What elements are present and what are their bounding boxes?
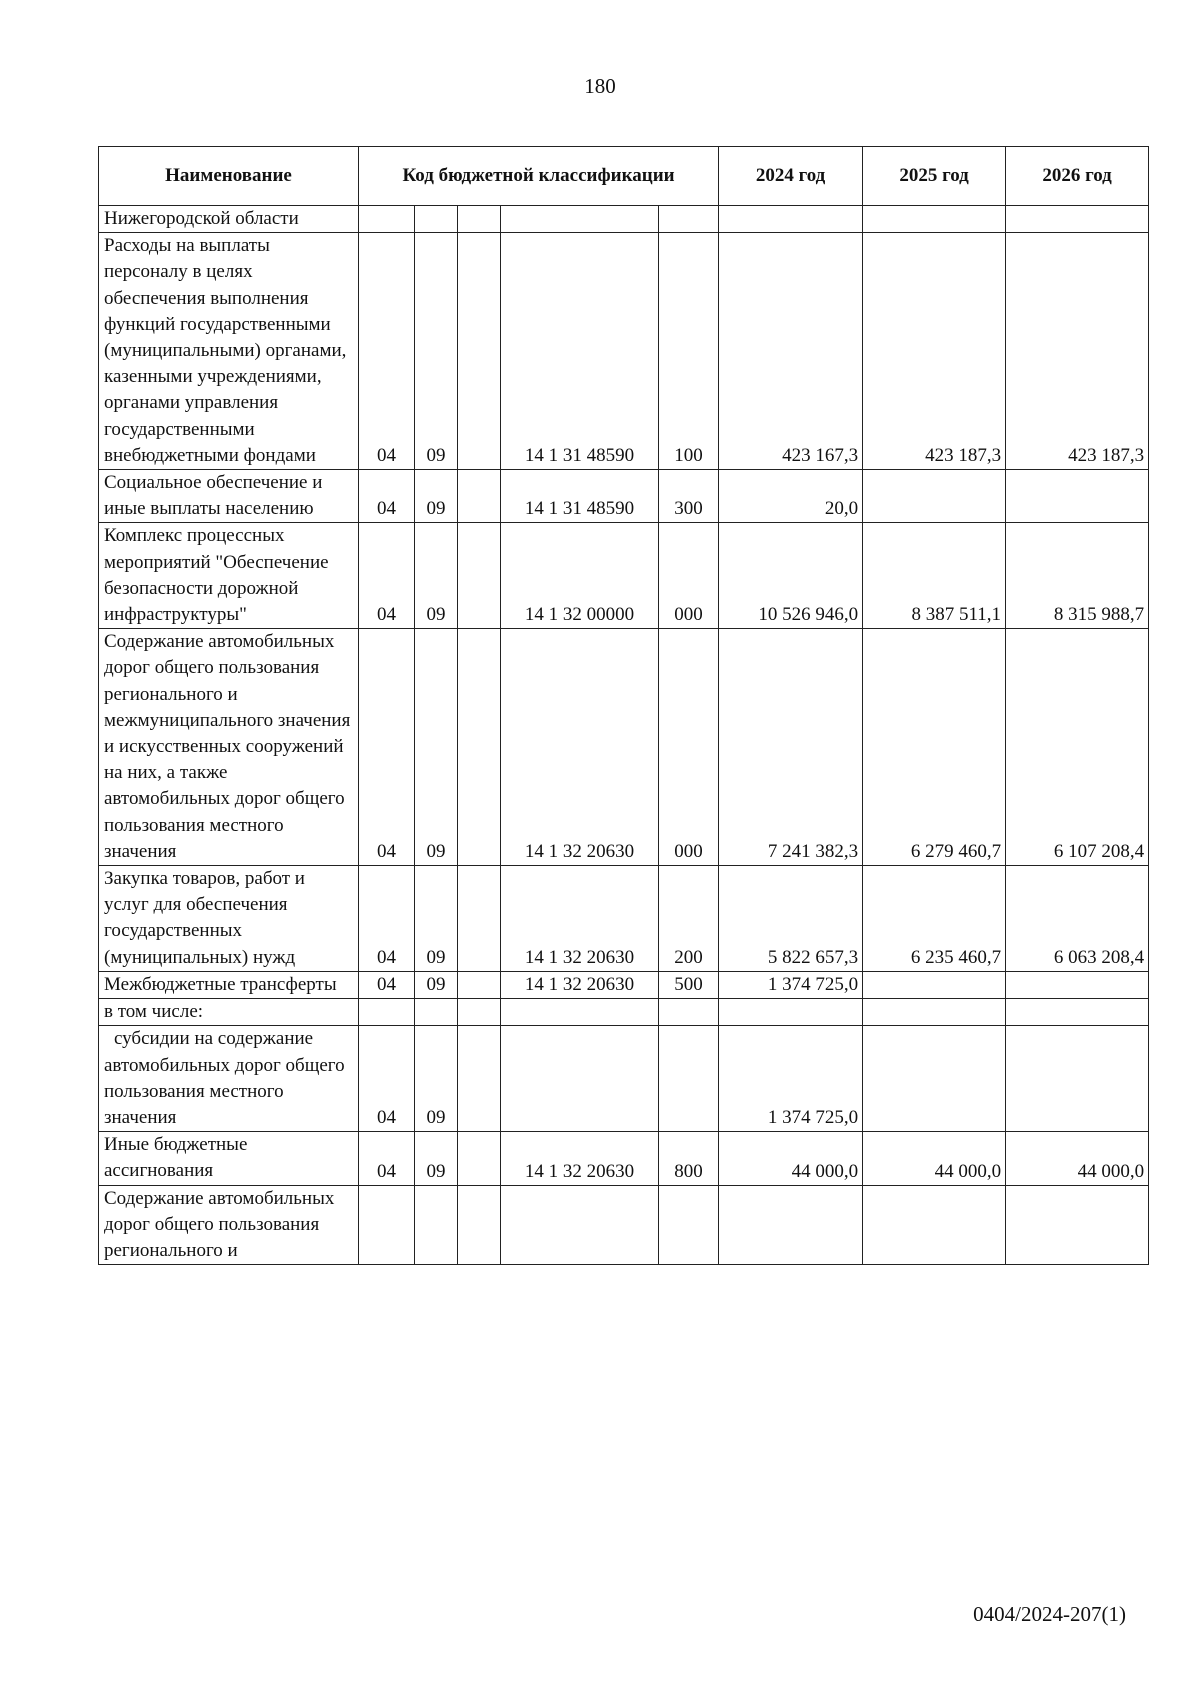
header-name: Наименование	[99, 147, 359, 206]
row-section: 04	[359, 866, 415, 972]
row-subsection: 09	[415, 1132, 458, 1185]
table-row	[99, 629, 1149, 866]
row-2025	[863, 971, 1006, 998]
row-2025	[863, 470, 1006, 523]
row-2024: 5 822 657,3	[719, 866, 863, 972]
row-target: 14 1 32 20630	[501, 866, 659, 972]
row-expense-type: 100	[659, 233, 719, 470]
row-2025	[863, 1185, 1006, 1265]
row-2026	[1006, 206, 1149, 233]
row-target	[501, 1026, 659, 1132]
row-target: 14 1 32 00000	[501, 523, 659, 629]
row-2024: 1 374 725,0	[719, 1026, 863, 1132]
row-target: 14 1 31 48590	[501, 233, 659, 470]
row-2026: 6 107 208,4	[1006, 629, 1149, 866]
row-2026: 44 000,0	[1006, 1132, 1149, 1185]
row-2026: 6 063 208,4	[1006, 866, 1149, 972]
row-section: 04	[359, 233, 415, 470]
row-2024	[719, 999, 863, 1026]
row-expense-type: 800	[659, 1132, 719, 1185]
row-2024: 1 374 725,0	[719, 971, 863, 998]
row-subsection: 09	[415, 523, 458, 629]
row-expense-type: 000	[659, 629, 719, 866]
row-name: Межбюджетные трансферты	[99, 971, 359, 998]
table-row	[99, 470, 1149, 523]
document-code: 0404/2024-207(1)	[973, 1602, 1126, 1626]
page-number: 180	[584, 74, 616, 98]
row-section	[359, 999, 415, 1026]
header-2026: 2026 год	[1006, 147, 1149, 206]
row-section	[359, 1185, 415, 1265]
row-2024: 423 167,3	[719, 233, 863, 470]
row-target: 14 1 32 20630	[501, 1132, 659, 1185]
row-2026	[1006, 470, 1149, 523]
row-subsection: 09	[415, 1026, 458, 1132]
row-2025: 6 235 460,7	[863, 866, 1006, 972]
header-2025: 2025 год	[863, 147, 1006, 206]
row-2026	[1006, 1026, 1149, 1132]
row-name: Содержание автомобильных дорог общего пользования регионального и	[99, 1185, 359, 1265]
row-name: в том числе:	[99, 999, 359, 1026]
row-expense-type: 200	[659, 866, 719, 972]
row-2024: 7 241 382,3	[719, 629, 863, 866]
table-row	[99, 206, 1149, 233]
row-target	[501, 206, 659, 233]
row-2026: 8 315 988,7	[1006, 523, 1149, 629]
row-2026	[1006, 1185, 1149, 1265]
row-subsection: 09	[415, 971, 458, 998]
table-row	[99, 1132, 1149, 1185]
row-2024: 10 526 946,0	[719, 523, 863, 629]
row-section	[359, 206, 415, 233]
row-name: Социальное обеспечение и иные выплаты населению	[99, 470, 359, 523]
row-section: 04	[359, 629, 415, 866]
row-section: 04	[359, 1132, 415, 1185]
row-expense-type: 000	[659, 523, 719, 629]
table-row	[99, 233, 1149, 470]
row-section: 04	[359, 470, 415, 523]
row-name: Нижегородской области	[99, 206, 359, 233]
row-name: Закупка товаров, работ и услуг для обеспечения государственных (муниципальных) нужд	[99, 866, 359, 972]
row-expense-type	[659, 1026, 719, 1132]
row-subsection: 09	[415, 629, 458, 866]
row-2026	[1006, 971, 1149, 998]
row-2024: 20,0	[719, 470, 863, 523]
row-2026: 423 187,3	[1006, 233, 1149, 470]
row-2025: 8 387 511,1	[863, 523, 1006, 629]
row-expense-type	[659, 206, 719, 233]
row-name: Содержание автомобильных дорог общего пользования регионального и межмуниципального значения и искусственных сооружений на них, а также автомобильных дорог общего пользования местного значения	[99, 629, 359, 866]
row-target	[501, 999, 659, 1026]
budget-table	[98, 146, 1149, 1265]
row-2025: 6 279 460,7	[863, 629, 1006, 866]
table-row	[99, 1185, 1149, 1265]
row-subsection	[415, 206, 458, 233]
row-2025	[863, 999, 1006, 1026]
row-section: 04	[359, 971, 415, 998]
table-header-row	[99, 147, 1149, 206]
row-expense-type: 500	[659, 971, 719, 998]
row-subsection	[415, 1185, 458, 1265]
row-2024	[719, 1185, 863, 1265]
row-subsection: 09	[415, 866, 458, 972]
row-name: Расходы на выплаты персоналу в целях обеспечения выполнения функций государственными (муниципальными) органами, казенными учреждениями, органами управления государственными внебюджетными фондами	[99, 233, 359, 470]
row-target: 14 1 32 20630	[501, 629, 659, 866]
row-2025	[863, 206, 1006, 233]
row-2025: 423 187,3	[863, 233, 1006, 470]
row-expense-type	[659, 999, 719, 1026]
header-2024: 2024 год	[719, 147, 863, 206]
row-target: 14 1 31 48590	[501, 470, 659, 523]
row-target: 14 1 32 20630	[501, 971, 659, 998]
row-target	[501, 1185, 659, 1265]
row-section: 04	[359, 523, 415, 629]
row-expense-type: 300	[659, 470, 719, 523]
row-subsection: 09	[415, 470, 458, 523]
table-row	[99, 999, 1149, 1026]
row-section: 04	[359, 1026, 415, 1132]
table-row	[99, 971, 1149, 998]
table-row	[99, 866, 1149, 972]
row-name: субсидии на содержание автомобильных дорог общего пользования местного значения	[104, 1028, 345, 1128]
row-2025	[863, 1026, 1006, 1132]
row-name: Комплекс процессных мероприятий "Обеспечение безопасности дорожной инфраструктуры"	[99, 523, 359, 629]
row-subsection: 09	[415, 233, 458, 470]
row-2026	[1006, 999, 1149, 1026]
row-expense-type	[659, 1185, 719, 1265]
table-row	[99, 1026, 1149, 1132]
table-row	[99, 523, 1149, 629]
row-2025: 44 000,0	[863, 1132, 1006, 1185]
header-code: Код бюджетной классификации	[359, 147, 719, 206]
row-subsection	[415, 999, 458, 1026]
row-name: Иные бюджетные ассигнования	[99, 1132, 359, 1185]
row-2024: 44 000,0	[719, 1132, 863, 1185]
row-2024	[719, 206, 863, 233]
